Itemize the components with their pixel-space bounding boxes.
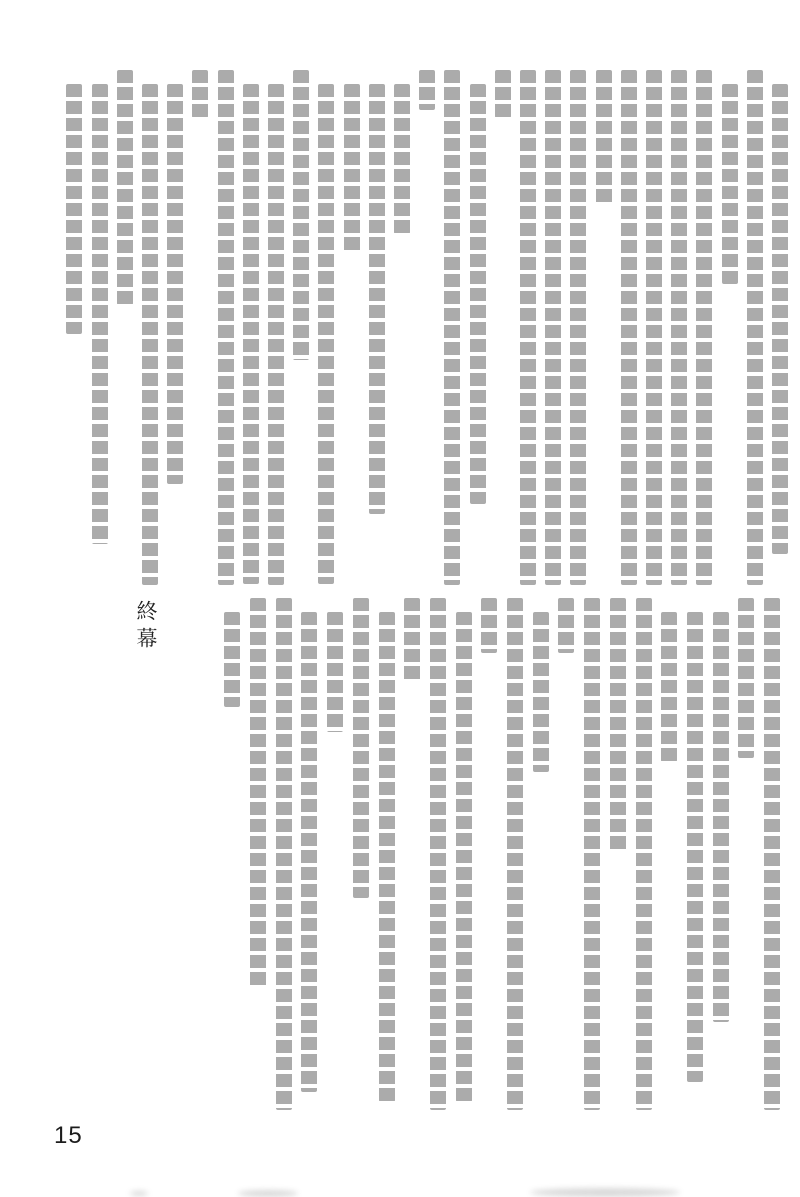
closing-label: 終幕 xyxy=(134,600,158,654)
scan-edge-smudge xyxy=(130,1191,148,1196)
redacted-text-column xyxy=(250,598,266,988)
redacted-text-column xyxy=(419,70,435,110)
redacted-text-column xyxy=(404,598,420,683)
redacted-text-column xyxy=(353,598,369,898)
redacted-text-column xyxy=(192,70,208,118)
redacted-text-column xyxy=(738,598,754,758)
redacted-text-column xyxy=(293,70,309,360)
redacted-text-column xyxy=(570,70,586,585)
redacted-text-column xyxy=(636,598,652,1110)
redacted-text-column xyxy=(545,70,561,585)
redacted-text-column xyxy=(218,70,234,585)
redacted-text-column xyxy=(444,70,460,585)
redacted-text-column xyxy=(456,612,472,1102)
redacted-text-column xyxy=(268,84,284,585)
redacted-text-column xyxy=(470,84,486,504)
redacted-text-column xyxy=(276,598,292,1110)
redacted-text-column xyxy=(481,598,497,653)
redacted-text-column xyxy=(596,70,612,205)
bottom-text-block-redacted xyxy=(180,598,780,1110)
redacted-text-column xyxy=(646,70,662,585)
redacted-text-column xyxy=(671,70,687,585)
redacted-text-column xyxy=(142,84,158,585)
redacted-text-column xyxy=(772,84,788,554)
redacted-text-column xyxy=(696,70,712,585)
redacted-text-column xyxy=(318,84,334,584)
redacted-text-column xyxy=(344,84,360,254)
redacted-text-column xyxy=(301,612,317,1092)
redacted-text-column xyxy=(379,612,395,1102)
redacted-text-column xyxy=(327,612,343,732)
redacted-text-column xyxy=(507,598,523,1110)
top-text-block-redacted xyxy=(28,70,788,585)
redacted-text-column xyxy=(661,612,677,762)
redacted-text-column xyxy=(92,84,108,544)
scan-edge-smudge xyxy=(238,1190,298,1197)
redacted-text-column xyxy=(764,598,780,1110)
redacted-text-column xyxy=(66,84,82,334)
redacted-text-column xyxy=(117,70,133,305)
redacted-text-column xyxy=(369,84,385,514)
redacted-text-column xyxy=(687,612,703,1082)
redacted-text-column xyxy=(713,612,729,1022)
redacted-text-column xyxy=(558,598,574,653)
redacted-text-column xyxy=(495,70,511,118)
redacted-text-column xyxy=(167,84,183,484)
redacted-text-column xyxy=(747,70,763,585)
redacted-text-column xyxy=(430,598,446,1110)
page-number: 15 xyxy=(54,1122,83,1149)
redacted-text-column xyxy=(394,84,410,234)
scan-edge-smudge xyxy=(530,1188,680,1197)
redacted-text-column xyxy=(610,598,626,853)
redacted-text-column xyxy=(520,70,536,585)
redacted-text-column xyxy=(621,70,637,585)
redacted-text-column xyxy=(224,612,240,707)
redacted-text-column xyxy=(243,84,259,584)
redacted-text-column xyxy=(722,84,738,284)
redacted-text-column xyxy=(533,612,549,772)
redacted-text-column xyxy=(584,598,600,1110)
